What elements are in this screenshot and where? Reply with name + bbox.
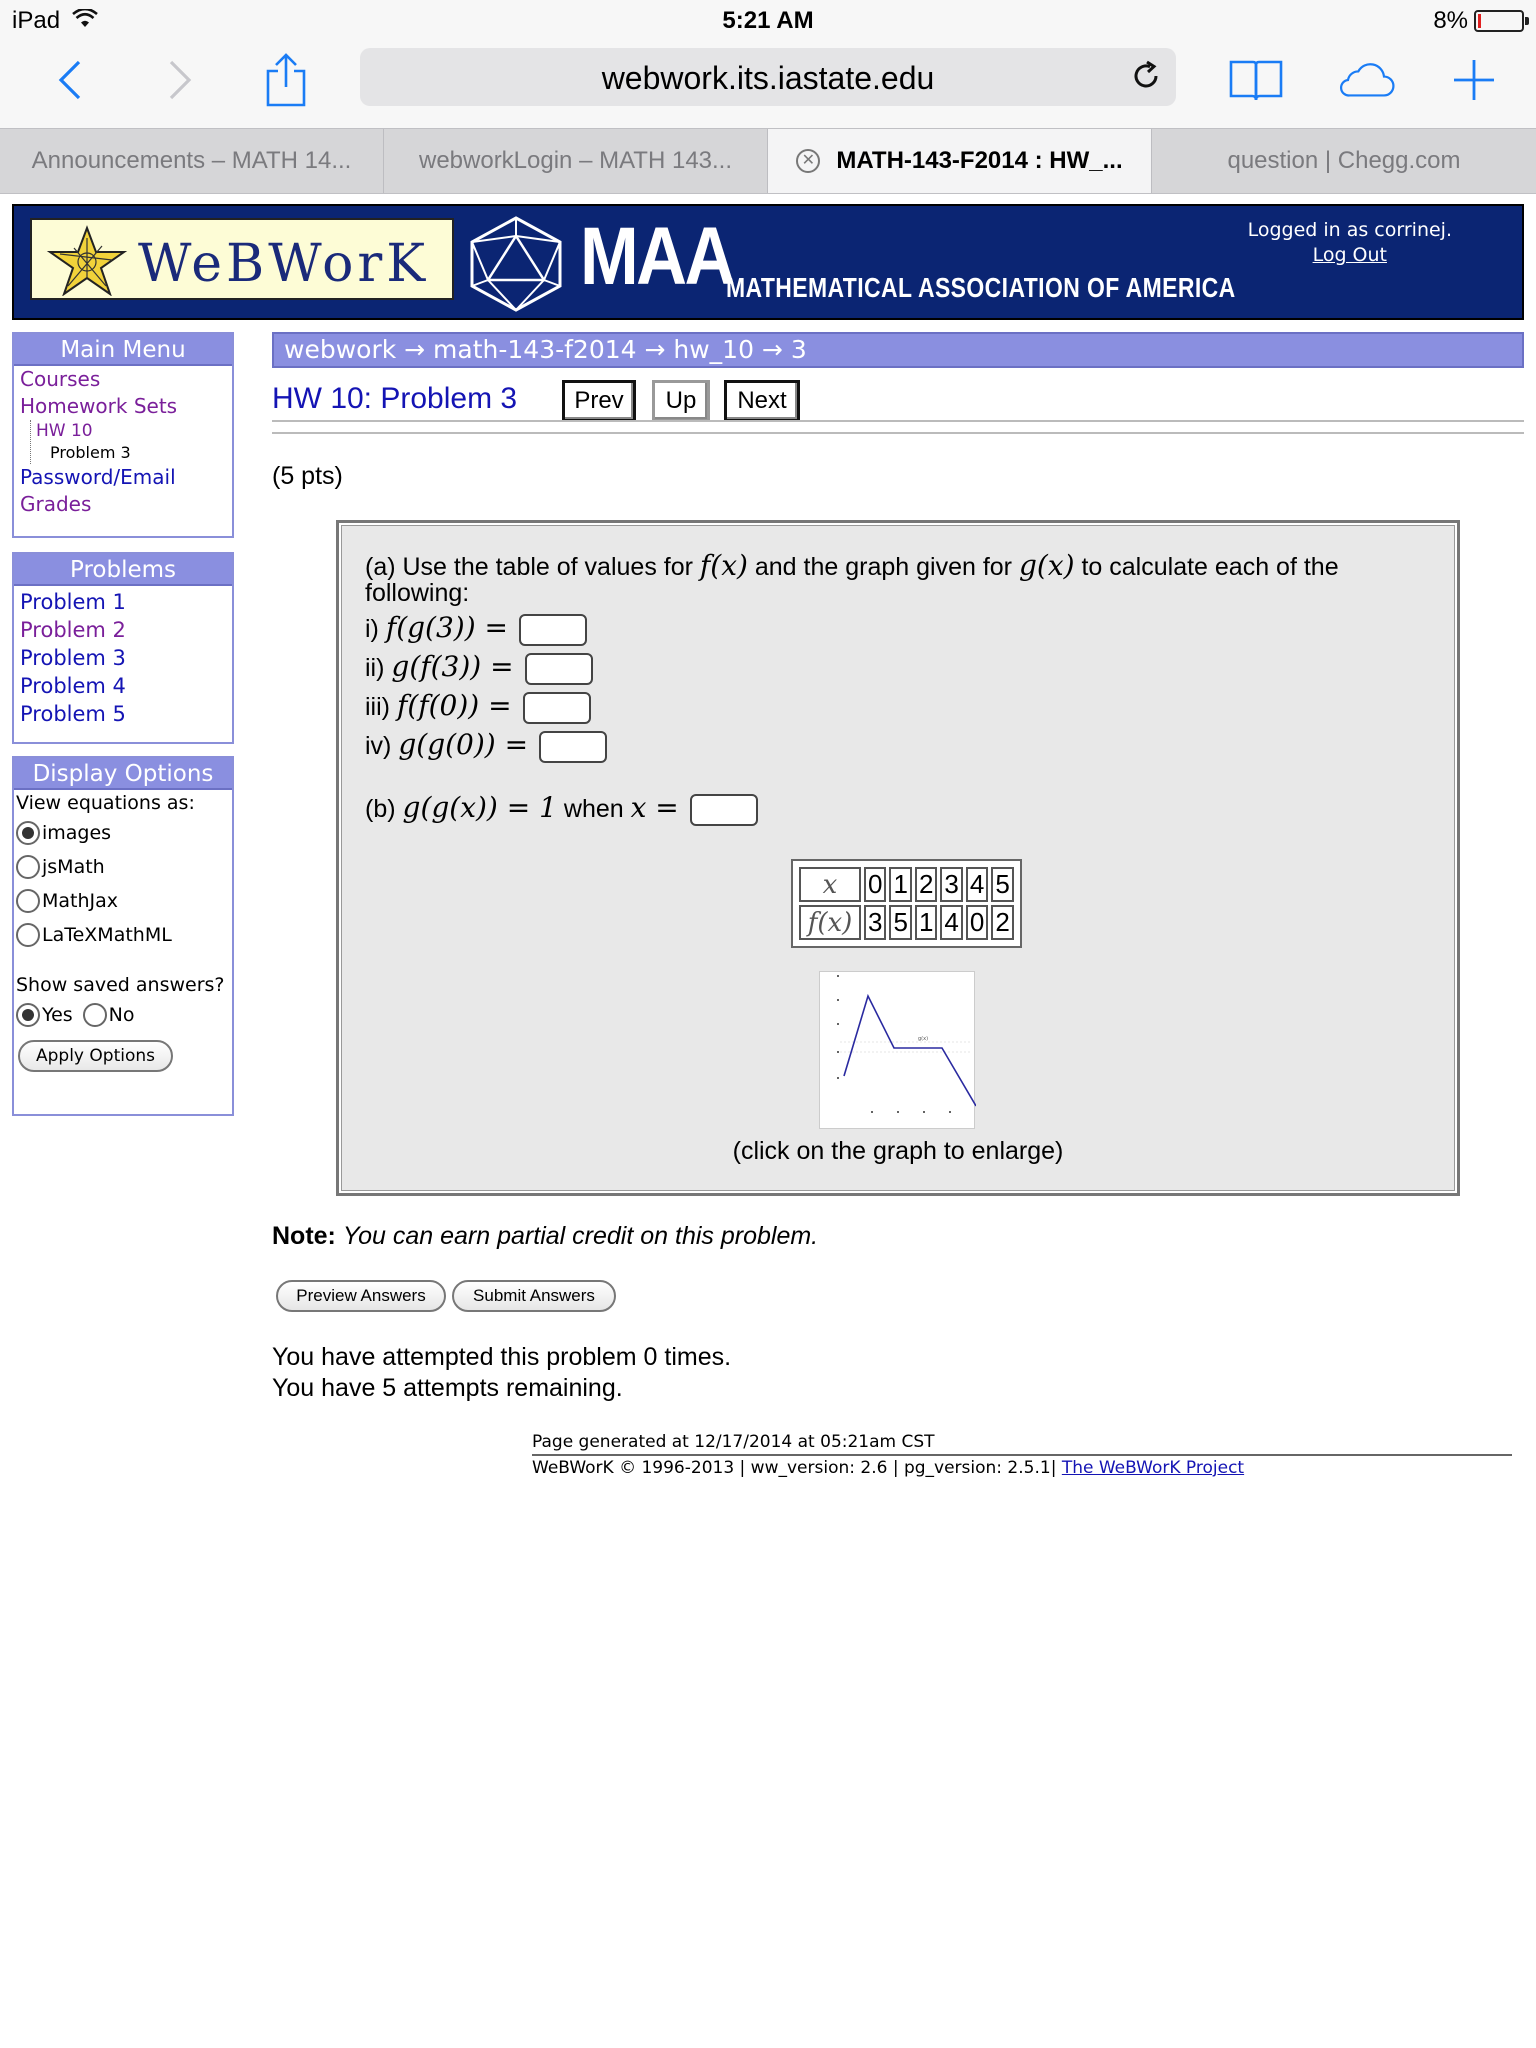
x-cell: 2: [915, 867, 937, 902]
browser-toolbar: [0, 42, 1536, 128]
back-icon[interactable]: [40, 50, 100, 110]
page-generated: Page generated at 12/17/2014 at 05:21am CST: [532, 1430, 1512, 1456]
battery-icon: [1474, 10, 1524, 32]
site-banner: [12, 204, 1524, 320]
password-email-link[interactable]: Password/Email: [20, 465, 176, 489]
radio-latexmathml[interactable]: [16, 923, 40, 947]
prev-button[interactable]: Prev: [562, 380, 636, 422]
version-text: WeBWorK © 1996-2013 | ww_version: 2.6 | pg_version: 2.5.1|: [532, 1458, 1057, 1478]
problem-box: [336, 520, 1460, 1196]
webwork-star-icon: [46, 224, 128, 296]
page-title: HW 10: Problem 3: [272, 382, 518, 415]
battery-percent: 8%: [1433, 7, 1468, 34]
tab-webwork-login[interactable]: [384, 129, 768, 193]
x-cell: 4: [966, 867, 988, 902]
fx-cell: 2: [991, 905, 1013, 940]
note-label: Note:: [272, 1222, 336, 1250]
attempted-text: You have attempted this problem 0 times.: [272, 1343, 732, 1371]
attempts-info: [272, 1342, 731, 1404]
logged-in-text: Logged in as corrinej.: [1247, 219, 1452, 241]
fx-cell: 1: [915, 905, 937, 940]
x-expression: x =: [630, 791, 679, 824]
icloud-tabs-icon[interactable]: [1336, 50, 1396, 110]
radio-mathjax[interactable]: [16, 889, 40, 913]
view-equations-label: View equations as:: [16, 792, 195, 814]
problem-1-link[interactable]: Problem 1: [20, 590, 126, 614]
mode-jsmath-option[interactable]: [14, 850, 232, 884]
intro-text: and the graph given for: [754, 553, 1013, 581]
graph-curve-label: g(x): [918, 1036, 929, 1042]
device-name: iPad: [12, 7, 61, 34]
submit-answers-button[interactable]: Submit Answers: [452, 1280, 616, 1312]
answer-input-iv[interactable]: [539, 731, 607, 763]
tab-label: webworkLogin – MATH 143...: [418, 147, 733, 174]
fx-cell: 0: [966, 905, 988, 940]
graph-caption: (click on the graph to enlarge): [732, 1137, 1064, 1165]
maa-subtitle: MATHEMATICAL ASSOCIATION OF AMERICA: [726, 272, 1236, 303]
radio-images[interactable]: [16, 821, 40, 845]
show-saved-label: Show saved answers?: [16, 974, 225, 996]
gx-graph-thumbnail[interactable]: [819, 971, 975, 1129]
webwork-logo-text: WeBWorK: [138, 234, 430, 294]
remaining-text: You have 5 attempts remaining.: [272, 1374, 623, 1402]
breadcrumb[interactable]: webwork → math-143-f2014 → hw_10 → 3: [272, 332, 1524, 368]
display-options: [12, 756, 234, 1116]
intro-text: to calculate each of the: [1081, 553, 1339, 581]
divider: [272, 420, 1524, 422]
maa-icosahedron-icon: [464, 214, 568, 314]
mode-mathjax-option[interactable]: [14, 884, 232, 918]
part-i: [365, 611, 587, 646]
fx-cell: 3: [864, 905, 886, 940]
when-text: when: [563, 795, 624, 823]
address-bar[interactable]: [360, 48, 1176, 106]
fx-values-table: [791, 859, 1022, 948]
url-text: webwork.its.iastate.edu: [601, 60, 935, 96]
part-label: ii): [365, 654, 385, 682]
logout-link[interactable]: Log Out: [1312, 244, 1387, 266]
part-iii: [365, 689, 591, 724]
webwork-project-link[interactable]: The WeBWorK Project: [1061, 1458, 1245, 1478]
up-button[interactable]: Up: [652, 380, 710, 422]
gx-graph: [820, 972, 976, 1130]
part-label: iii): [365, 693, 390, 721]
forward-icon[interactable]: [150, 50, 210, 110]
part-iv: [365, 728, 607, 763]
radio-yes[interactable]: [16, 1003, 40, 1027]
main-menu: [12, 332, 234, 538]
answer-input-iii[interactable]: [523, 692, 591, 724]
x-header: x: [799, 867, 861, 902]
part-expression: g(g(x)) = 1: [402, 791, 557, 824]
homework-sets-link[interactable]: Homework Sets: [20, 394, 178, 418]
answer-input-i[interactable]: [519, 614, 587, 646]
problem-3-link[interactable]: Problem 3: [20, 646, 126, 670]
points: (5 pts): [272, 462, 343, 490]
part-b: [365, 791, 758, 826]
table-row: [799, 867, 1014, 902]
answer-input-ii[interactable]: [525, 653, 593, 685]
part-label: i): [365, 615, 379, 643]
grades-link[interactable]: Grades: [20, 492, 92, 516]
hw10-link[interactable]: HW 10: [36, 421, 93, 441]
fx-header: f(x): [799, 905, 861, 940]
part-label: iv): [365, 732, 392, 760]
part-expression: f(g(3)) =: [385, 611, 509, 644]
tab-label: Announcements – MATH 14...: [31, 147, 352, 174]
mode-label: LaTeXMathML: [42, 924, 172, 946]
next-button[interactable]: Next: [724, 380, 800, 422]
x-cell: 1: [889, 867, 911, 902]
mode-label: jsMath: [42, 856, 105, 878]
note-text: You can earn partial credit on this problem.: [342, 1222, 819, 1250]
gx-expression: g(x): [1018, 549, 1075, 582]
mode-latexmathml-option[interactable]: [14, 918, 232, 952]
part-expression: f(f(0)) =: [396, 689, 512, 722]
fx-cell: 5: [889, 905, 911, 940]
problem-4-link[interactable]: Problem 4: [20, 674, 126, 698]
version-info: [532, 1456, 1512, 1480]
courses-link[interactable]: Courses: [20, 367, 101, 391]
intro-text: (a) Use the table of values for: [365, 553, 693, 581]
new-tab-icon[interactable]: [1444, 50, 1504, 110]
tab-chegg[interactable]: [1152, 129, 1536, 193]
webwork-logo[interactable]: [30, 218, 454, 300]
apply-options-button[interactable]: Apply Options: [18, 1040, 173, 1072]
tab-label: MATH-143-F2014 : HW_...: [836, 147, 1123, 174]
yes-label: Yes: [42, 1004, 73, 1026]
problems-title: Problems: [14, 554, 232, 586]
problem-5-link[interactable]: Problem 5: [20, 702, 126, 726]
tab-announcements[interactable]: [0, 129, 384, 193]
question-intro: [365, 549, 1339, 582]
main-menu-title: Main Menu: [14, 334, 232, 366]
bookmarks-icon[interactable]: [1226, 50, 1286, 110]
login-info: [1248, 218, 1452, 268]
clock: 5:21 AM: [722, 7, 814, 34]
partial-credit-note: [272, 1222, 818, 1251]
part-ii: [365, 650, 593, 685]
maa-logo-text: MAA: [580, 211, 733, 302]
share-icon[interactable]: [256, 50, 316, 110]
x-cell: 5: [991, 867, 1013, 902]
reload-icon[interactable]: [1128, 58, 1164, 99]
problem-2-link[interactable]: Problem 2: [20, 618, 126, 642]
tab-math-143-hw[interactable]: [768, 129, 1152, 193]
answer-input-b[interactable]: [690, 794, 758, 826]
footer: [532, 1430, 1512, 1480]
mode-label: images: [42, 822, 112, 844]
divider: [272, 432, 1524, 434]
mode-images-option[interactable]: [14, 816, 232, 850]
show-saved-options: [14, 998, 232, 1032]
tab-bar: [0, 128, 1536, 194]
status-bar: [0, 0, 1536, 42]
preview-answers-button[interactable]: Preview Answers: [276, 1280, 446, 1312]
tab-label: question | Chegg.com: [1227, 147, 1461, 174]
question-intro-cont: following:: [365, 579, 470, 607]
x-cell: 0: [864, 867, 886, 902]
x-cell: 3: [940, 867, 962, 902]
table-row: [799, 905, 1014, 940]
part-expression: g(g(0)) =: [398, 728, 529, 761]
fx-cell: 4: [940, 905, 962, 940]
close-tab-icon[interactable]: ✕: [796, 149, 820, 173]
radio-no[interactable]: [83, 1003, 107, 1027]
radio-jsmath[interactable]: [16, 855, 40, 879]
mode-label: MathJax: [42, 890, 119, 912]
problems-menu: [12, 552, 234, 744]
part-label: (b): [365, 795, 396, 823]
fx-expression: f(x): [699, 549, 748, 582]
problem3-current: Problem 3: [50, 443, 131, 462]
display-options-title: Display Options: [14, 758, 232, 790]
no-label: No: [108, 1004, 135, 1026]
part-expression: g(f(3)) =: [391, 650, 514, 683]
